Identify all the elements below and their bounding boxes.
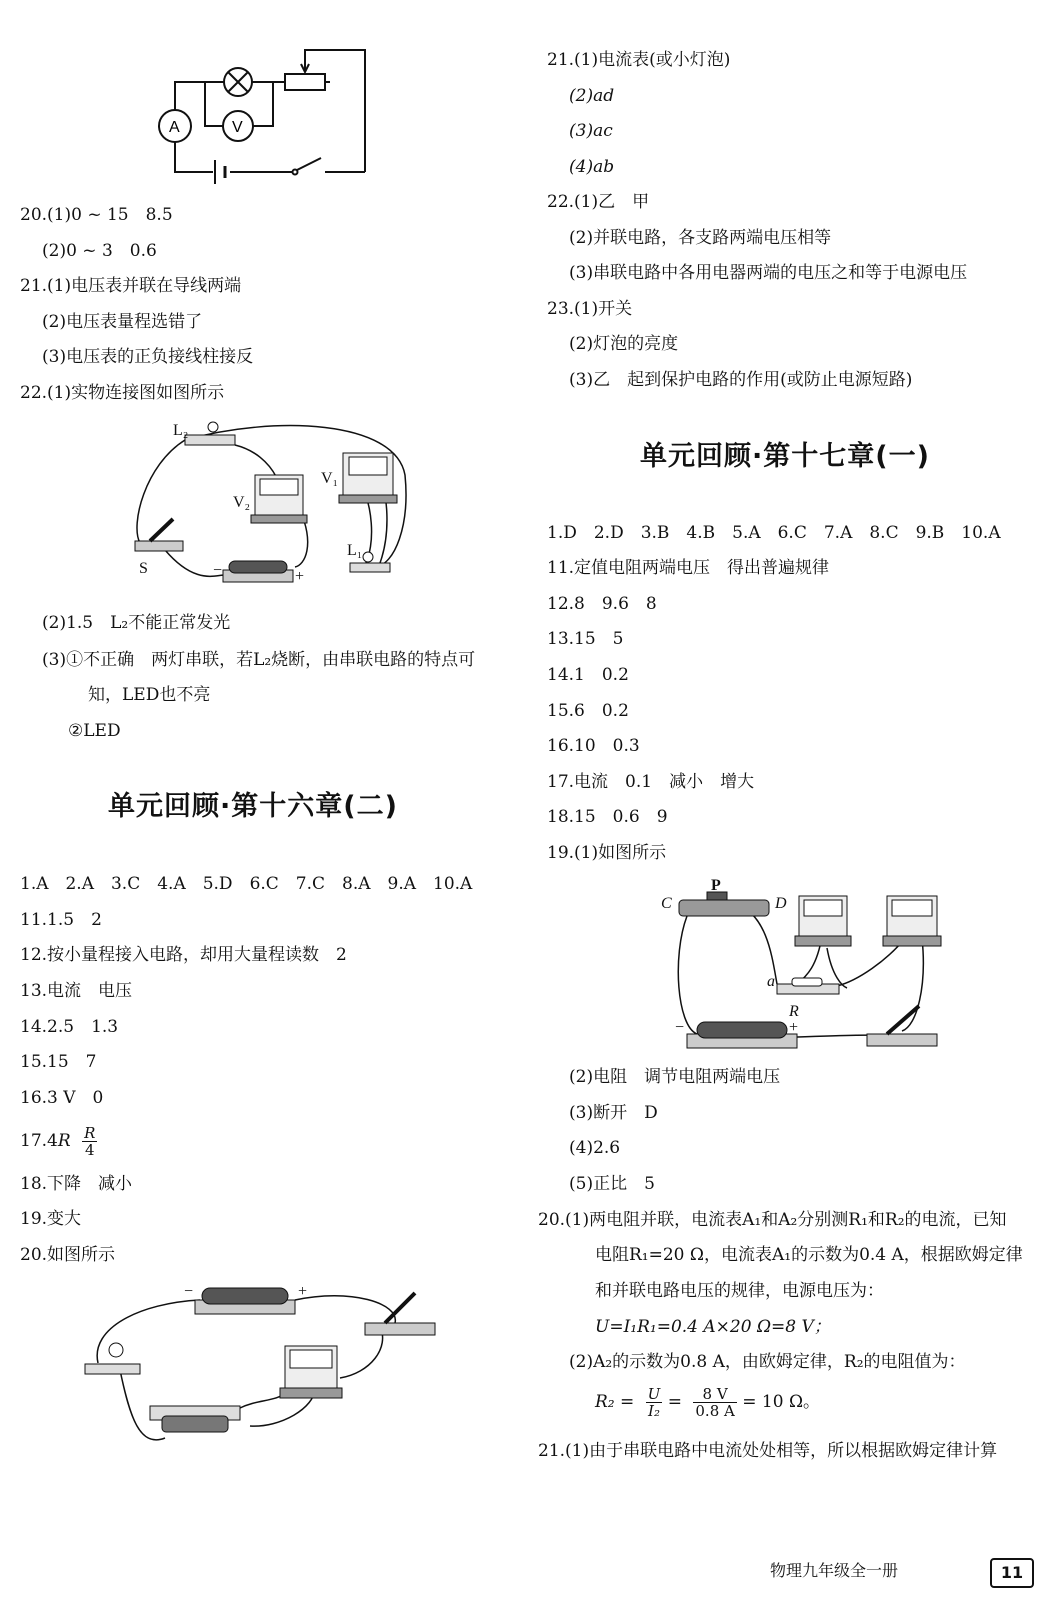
answer-line: (5)正比 5 — [569, 1174, 655, 1194]
minus-label: − — [213, 562, 223, 579]
answer-line: 22.(1)乙 甲 — [547, 192, 650, 212]
fraction-u-over-i2 — [646, 1386, 663, 1419]
r-label: R — [789, 1003, 799, 1020]
answer-line: 16.3 V 0 — [20, 1088, 104, 1108]
answer-line: (3)串联电路中各用电器两端的电压之和等于电源电压 — [569, 263, 968, 283]
answer-line: 12.按小量程接入电路，却用大量程读数 2 — [20, 945, 347, 965]
answer-line: 电阻R₁=20 Ω，电流表A₁的示数为0.4 A，根据欧姆定律 — [595, 1245, 1023, 1265]
answer-line: (2)灯泡的亮度 — [569, 334, 679, 354]
answer-line: 11.定值电阻两端电压 得出普遍规律 — [547, 558, 830, 578]
s-label: S — [139, 560, 148, 577]
answer-line: 21.(1)电压表并联在导线两端 — [20, 276, 242, 296]
answer-line: 17.电流 0.1 减小 增大 — [547, 772, 755, 792]
l2-label: L₂ — [173, 422, 189, 439]
answer-line: 20.如图所示 — [20, 1245, 116, 1265]
answer-line: (3)ac — [569, 121, 613, 141]
answer-line: (3)乙 起到保护电路的作用(或防止电源短路) — [569, 370, 913, 390]
answer-line: (4)2.6 — [569, 1138, 621, 1158]
v1-label: V₁ — [321, 470, 339, 487]
answer-line: ②LED — [68, 721, 121, 741]
a-label: a — [767, 973, 775, 990]
answer-line: 19.变大 — [20, 1209, 82, 1229]
answer-17-prefix: 17.4 — [20, 1131, 58, 1151]
fraction-denominator: 0.8 A — [695, 1402, 735, 1420]
answer-line: (3)电压表的正负接线柱接反 — [42, 347, 254, 367]
plus-label: + — [295, 568, 305, 585]
answer-line: 1.A 2.A 3.C 4.A 5.D 6.C 7.C 8.A 9.A 10.A — [20, 874, 473, 894]
minus-label: − — [184, 1283, 194, 1300]
answer-line: 知，LED也不亮 — [88, 685, 211, 705]
answer-line: 15.15 7 — [20, 1052, 97, 1072]
answer-line: U=I₁R₁=0.4 A×20 Ω=8 V； — [595, 1317, 831, 1337]
answer-line: 1.D 2.D 3.B 4.B 5.A 6.C 7.A 8.C 9.B 10.A — [547, 523, 1001, 543]
section-heading: 单元回顾·第十七章(一) — [640, 441, 930, 472]
footer-subject: 物理九年级全一册 — [770, 1561, 899, 1580]
answer-line: 和并联电路电压的规律，电源电压为： — [595, 1281, 884, 1301]
answer-line: 15.6 0.2 — [547, 701, 629, 721]
answer-line: 13.电流 电压 — [20, 981, 133, 1001]
fraction-denominator: I₂ — [648, 1402, 660, 1420]
wiring-diagram-2 — [80, 1278, 440, 1468]
c-label: C — [661, 895, 672, 912]
answer-line: (2)并联电路，各支路两端电压相等 — [569, 228, 832, 248]
fraction-numerator: U — [647, 1385, 661, 1403]
wiring-diagram-1 — [125, 415, 425, 595]
answer-line: (3)断开 D — [569, 1103, 658, 1123]
minus-label: − — [675, 1019, 685, 1036]
wiring-diagram-3 — [657, 876, 947, 1056]
equation-lhs: R₂ = — [595, 1392, 635, 1412]
answer-line: 12.8 9.6 8 — [547, 594, 657, 614]
plus-label: + — [298, 1283, 308, 1300]
answer-line: (2)0 ~ 3 0.6 — [42, 241, 157, 261]
v2-label: V₂ — [233, 494, 251, 511]
circuit-diagram-1 — [155, 42, 385, 192]
d-label: D — [775, 895, 787, 912]
answer-line: (2)A₂的示数为0.8 A，由欧姆定律，R₂的电阻值为： — [569, 1352, 966, 1372]
answer-line: (2)电压表量程选错了 — [42, 312, 203, 332]
answer-line: 20.(1)两电阻并联，电流表A₁和A₂分别测R₁和R₂的电流，已知 — [538, 1210, 1007, 1230]
answer-line: 11.1.5 2 — [20, 910, 102, 930]
answer-line: 13.15 5 — [547, 629, 624, 649]
ammeter-label: A — [169, 119, 180, 136]
answer-line: (2)电阻 调节电阻两端电压 — [569, 1067, 781, 1087]
equation-equals: = — [667, 1392, 682, 1412]
answer-line: (4)ab — [569, 157, 615, 177]
answer-line: 19.(1)如图所示 — [547, 843, 667, 863]
answer-line: 20.(1)0 ~ 15 8.5 — [20, 205, 173, 225]
fraction-r-over-4 — [82, 1125, 97, 1158]
answer-line: 22.(1)实物连接图如图所示 — [20, 383, 225, 403]
fraction-denominator: 4 — [84, 1141, 95, 1159]
equation-rhs: = 10 Ω。 — [742, 1392, 821, 1412]
p-label: P — [711, 877, 721, 894]
answer-17 — [20, 1123, 97, 1163]
fraction-8v-over-08a — [693, 1386, 736, 1419]
fraction-numerator: 8 V — [693, 1386, 736, 1403]
section-heading: 单元回顾·第十六章(二) — [108, 791, 398, 822]
answer-line: 21.(1)电流表(或小灯泡) — [547, 50, 731, 70]
answer-17-var: R — [57, 1131, 71, 1151]
plus-label: + — [789, 1019, 799, 1036]
page-number: 11 — [990, 1558, 1034, 1588]
answer-line: 21.(1)由于串联电路中电流处处相等，所以根据欧姆定律计算 — [538, 1441, 998, 1461]
answer-line: (2)ad — [569, 86, 615, 106]
answer-line: 14.2.5 1.3 — [20, 1017, 119, 1037]
answer-line: 14.1 0.2 — [547, 665, 629, 685]
answer-line: 18.下降 减小 — [20, 1174, 133, 1194]
answer-line: 18.15 0.6 9 — [547, 807, 668, 827]
answer-line: 23.(1)开关 — [547, 299, 633, 319]
l1-label: L₁ — [347, 542, 363, 559]
equation-r2 — [595, 1384, 820, 1424]
voltmeter-label: V — [232, 119, 243, 136]
answer-line: 16.10 0.3 — [547, 736, 640, 756]
fraction-numerator: R — [84, 1124, 96, 1142]
answer-line: (3)①不正确 两灯串联，若L₂烧断，由串联电路的特点可 — [42, 650, 476, 670]
answer-line: (2)1.5 L₂不能正常发光 — [42, 613, 231, 633]
